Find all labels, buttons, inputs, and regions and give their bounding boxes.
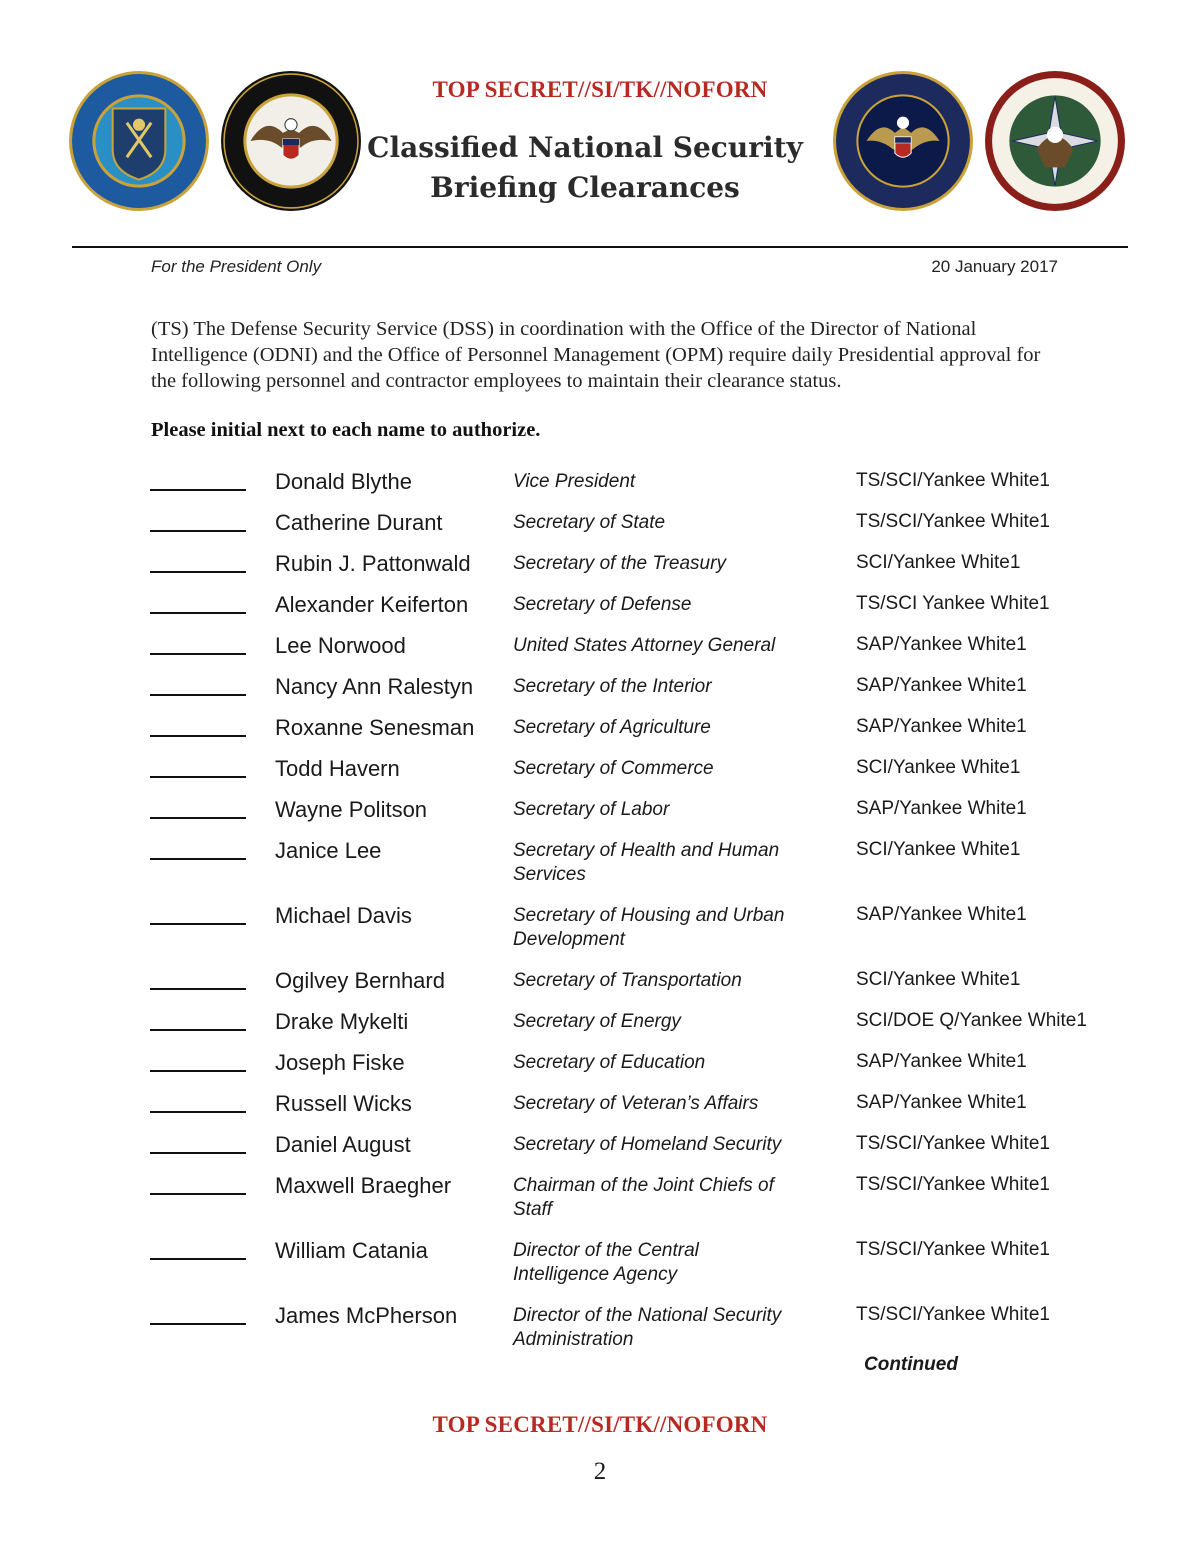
clearance-level: SCI/DOE Q/Yankee White1 xyxy=(856,1010,1087,1031)
person-name: Michael Davis xyxy=(275,903,412,928)
initial-line[interactable] xyxy=(150,817,246,819)
initial-line[interactable] xyxy=(150,653,246,655)
person-name: Todd Havern xyxy=(275,756,400,781)
person-name: Drake Mykelti xyxy=(275,1009,409,1034)
person-role: Director of the National Security Administration xyxy=(513,1305,782,1350)
initial-line[interactable] xyxy=(150,1070,246,1072)
initial-line[interactable] xyxy=(150,1029,246,1031)
person-role: Secretary of Housing and Urban Development xyxy=(513,905,785,950)
document-date: 20 January 2017 xyxy=(931,257,1058,276)
clearance-level: SAP/Yankee White1 xyxy=(856,1092,1027,1113)
person-role: Secretary of Agriculture xyxy=(513,717,711,738)
clearance-level: SAP/Yankee White1 xyxy=(856,675,1027,696)
person-role: Secretary of State xyxy=(513,512,666,533)
person-role: Vice President xyxy=(513,471,636,492)
clearance-level: TS/SCI/Yankee White1 xyxy=(856,1133,1050,1154)
clearance-level: SAP/Yankee White1 xyxy=(856,798,1027,819)
person-role: Secretary of the Interior xyxy=(513,676,712,697)
distribution-note: For the President Only xyxy=(151,257,322,276)
person-name: Catherine Durant xyxy=(275,510,443,535)
title-line-2: Briefing Clearances xyxy=(430,171,740,204)
person-name: Alexander Keiferton xyxy=(275,592,469,617)
initial-line[interactable] xyxy=(150,1193,246,1195)
person-name: Lee Norwood xyxy=(275,633,406,658)
initial-line[interactable] xyxy=(150,988,246,990)
initial-line[interactable] xyxy=(150,530,246,532)
clearance-level: TS/SCI/Yankee White1 xyxy=(856,511,1050,532)
initial-line[interactable] xyxy=(150,735,246,737)
person-role: Secretary of Commerce xyxy=(513,758,714,779)
person-name: James McPherson xyxy=(275,1303,458,1328)
initial-line[interactable] xyxy=(150,923,246,925)
clearance-level: SCI/Yankee White1 xyxy=(856,757,1021,778)
person-role: Secretary of Education xyxy=(513,1052,706,1073)
initial-line[interactable] xyxy=(150,1323,246,1325)
person-role: Secretary of Transportation xyxy=(513,970,742,991)
person-name: Wayne Politson xyxy=(275,797,428,822)
person-name: Roxanne Senesman xyxy=(275,715,475,740)
clearance-level: SAP/Yankee White1 xyxy=(856,1051,1027,1072)
continued-note: Continued xyxy=(864,1354,958,1375)
clearance-level: SCI/Yankee White1 xyxy=(856,839,1021,860)
classification-header: TOP SECRET//SI/TK//NOFORN xyxy=(432,77,768,102)
initial-line[interactable] xyxy=(150,489,246,491)
clearance-level: SCI/Yankee White1 xyxy=(856,969,1021,990)
clearance-level: SAP/Yankee White1 xyxy=(856,904,1027,925)
clearance-level: TS/SCI/Yankee White1 xyxy=(856,1174,1050,1195)
person-name: Nancy Ann Ralestyn xyxy=(275,674,474,699)
clearance-level: TS/SCI/Yankee White1 xyxy=(856,1239,1050,1260)
title-line-1: Classified National Security xyxy=(367,131,803,164)
clearance-level: SAP/Yankee White1 xyxy=(856,716,1027,737)
initial-line[interactable] xyxy=(150,858,246,860)
person-role: Director of the Central Intelligence Agency xyxy=(513,1240,699,1285)
person-name: Donald Blythe xyxy=(275,469,412,494)
initial-line[interactable] xyxy=(150,1152,246,1154)
clearance-level: TS/SCI/Yankee White1 xyxy=(856,470,1050,491)
instruction-text: Please initial next to each name to authorize. xyxy=(151,419,541,441)
initial-line[interactable] xyxy=(150,571,246,573)
classification-footer: TOP SECRET//SI/TK//NOFORN xyxy=(432,1412,768,1437)
clearance-level: TS/SCI/Yankee White1 xyxy=(856,1304,1050,1325)
person-role: Secretary of Veteran’s Affairs xyxy=(513,1093,759,1114)
initial-line[interactable] xyxy=(150,1258,246,1260)
page-number: 2 xyxy=(593,1458,607,1485)
person-name: William Catania xyxy=(275,1238,428,1263)
person-role: Secretary of Health and Human Services xyxy=(513,840,780,885)
person-role: Secretary of the Treasury xyxy=(513,553,726,574)
person-role: United States Attorney General xyxy=(513,635,776,656)
page-title xyxy=(300,128,870,208)
person-role: Secretary of Energy xyxy=(513,1011,681,1032)
initial-line[interactable] xyxy=(150,694,246,696)
person-name: Ogilvey Bernhard xyxy=(275,968,445,993)
initial-line[interactable] xyxy=(150,776,246,778)
clearance-level: SCI/Yankee White1 xyxy=(856,552,1021,573)
header-divider xyxy=(72,246,1128,248)
person-name: Maxwell Braegher xyxy=(275,1173,452,1198)
intro-paragraph: (TS) The Defense Security Service (DSS) in coordination with the Office of the Director of National Intelligence (ODNI) and the Office of Personnel Management (OPM) require daily Presidential approval for the following personnel and contractor employees to maintain their clearance status. xyxy=(151,318,1041,392)
person-role: Secretary of Labor xyxy=(513,799,670,820)
clearance-level: TS/SCI Yankee White1 xyxy=(856,593,1050,614)
initial-line[interactable] xyxy=(150,1111,246,1113)
person-name: Daniel August xyxy=(275,1132,411,1157)
clearance-level: SAP/Yankee White1 xyxy=(856,634,1027,655)
person-role: Secretary of Defense xyxy=(513,594,692,615)
person-name: Janice Lee xyxy=(275,838,382,863)
person-role: Chairman of the Joint Chiefs of Staff xyxy=(513,1175,774,1220)
initial-line[interactable] xyxy=(150,612,246,614)
person-role: Secretary of Homeland Security xyxy=(513,1134,782,1155)
person-name: Rubin J. Pattonwald xyxy=(275,551,471,576)
person-name: Joseph Fiske xyxy=(275,1050,405,1075)
person-name: Russell Wicks xyxy=(275,1091,412,1116)
